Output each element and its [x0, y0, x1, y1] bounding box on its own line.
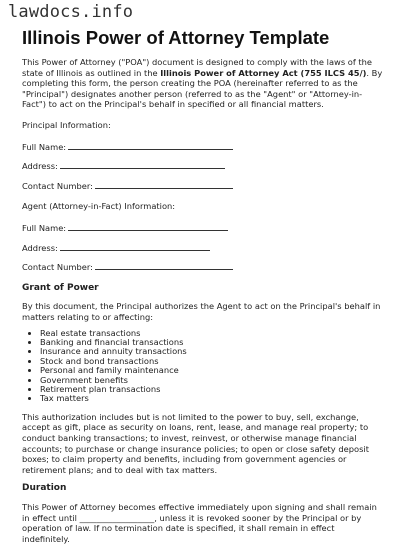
list-item: • Retirement plan transactions: [40, 385, 384, 394]
principal-contact-field[interactable]: Contact Number:: [22, 180, 384, 192]
agent-address-field[interactable]: Address:: [22, 242, 384, 254]
principal-full-name-field[interactable]: Full Name:: [22, 141, 384, 153]
grant-text: By this document, the Principal authorizes the Agent to act on the Principal's behalf in matters relating to or affecting:: [22, 301, 381, 322]
page-title: Illinois Power of Attorney Template: [22, 27, 330, 48]
authorization-paragraph: This authorization includes but is not limited to the power to buy, sell, exchange, accept as gift, place as security on loans, rent, lease, and manage real property; to conduct banking transactions; to invest, reinvest, or otherwise manage financial accounts; to purchase or change insurance policies; to open or close safety deposit boxes; to claim property and benefits, including from government agencies or retirement plans; and to deal with tax matters.: [22, 411, 369, 475]
list-item: • Stock and bond transactions: [40, 357, 384, 366]
list-item: • Real estate transactions: [40, 329, 384, 338]
site-watermark: lawdocs.info: [8, 2, 134, 22]
grant-heading: Grant of Power: [22, 282, 99, 293]
list-item: • Tax matters: [40, 394, 384, 403]
document-body: [22, 57, 384, 544]
principal-address-field[interactable]: Address:: [22, 160, 384, 172]
agent-contact-field[interactable]: Contact Number:: [22, 261, 384, 273]
agent-full-name-field[interactable]: Full Name:: [22, 222, 384, 234]
list-item: • Banking and financial transactions: [40, 338, 384, 347]
list-item: • Personal and family maintenance: [40, 366, 384, 375]
list-item: • Government benefits: [40, 376, 384, 385]
list-item: • Insurance and annuity transactions: [40, 347, 384, 356]
principal-heading: Principal Information:: [22, 119, 111, 130]
end-date-blank[interactable]: __________________: [79, 512, 155, 523]
duration-heading: Duration: [22, 483, 67, 494]
intro-paragraph: This Power of Attorney ("POA") document is designed to comply with the laws of the state of Illinois as outlined in the Illinois Power of Attorney Act (755 ILCS 45/). By completing this form, the person creating the POA (hereinafter referred to as the "Principal") designates another person (referred to as the "Agent" or "Attorney-in-Fact") to act on the Principal's behalf in specified or all financial matters.: [22, 57, 383, 110]
agent-heading: Agent (Attorney-in-Fact) Information:: [22, 201, 176, 212]
duration-paragraph: This Power of Attorney becomes effective immediately upon signing and shall remain in effect until __________________, unless it is revoked sooner by the Principal or by operation of law. If no termination date is specified, it shall remain in effect indefinitely.: [22, 501, 377, 544]
act-reference: Illinois Power of Attorney Act (755 ILCS 45/): [160, 67, 367, 78]
powers-list: [22, 329, 384, 404]
